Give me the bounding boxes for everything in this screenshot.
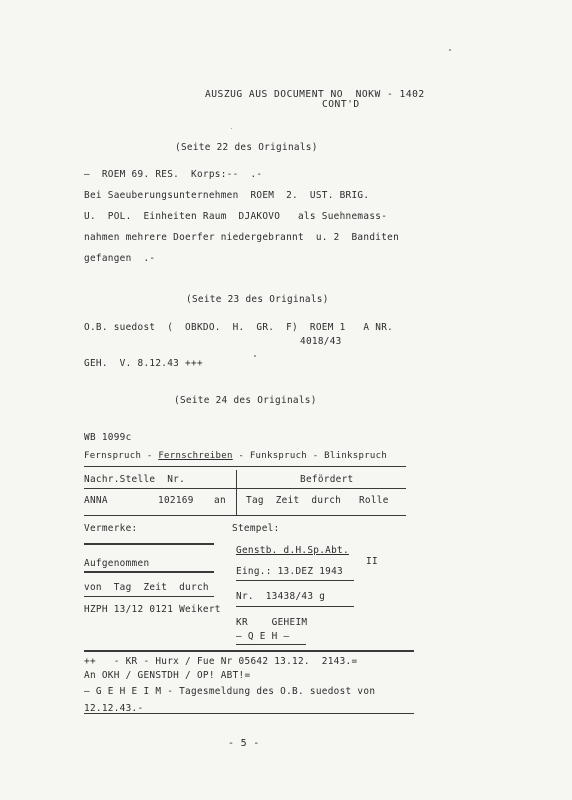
- document-subtitle: CONT'D: [322, 99, 360, 110]
- divider: [84, 571, 214, 573]
- page-number: - 5 -: [228, 738, 260, 749]
- divider: [84, 650, 414, 652]
- channel-options: [84, 451, 387, 462]
- stamp-roman: II: [366, 556, 378, 567]
- stamp-line-eing: Eing.: 13.DEZ 1943: [236, 566, 343, 577]
- table-header-station: Nachr.Stelle Nr.: [84, 474, 186, 485]
- table-cell-befordert-cols: Tag Zeit durch Rolle: [246, 495, 389, 506]
- aufgenommen-label: Aufgenommen: [84, 558, 150, 569]
- section1-line: nahmen mehrere Doerfer niedergebrannt u. 2 Banditen: [84, 232, 400, 243]
- von-tag-label: von Tag Zeit durch: [84, 582, 209, 593]
- stempel-label: Stempel:: [232, 523, 280, 534]
- channel-fernschreiben: Fernschreiben: [158, 451, 233, 461]
- section1-line: U. POL. Einheiten Raum DJAKOVO als Suehnemass-: [84, 211, 388, 222]
- table-cell-number: 102169: [158, 495, 194, 506]
- channel-others: - Funkspruch - Blinkspruch: [232, 451, 388, 461]
- section3-heading: (Seite 24 des Originals): [174, 395, 317, 406]
- section1-line: — ROEM 69. RES. Korps:-- .-: [84, 169, 263, 180]
- section2-heading: (Seite 23 des Originals): [186, 294, 329, 305]
- stamp-line-nr: Nr. 13438/43 g: [236, 591, 326, 602]
- section1-line: Bei Saeuberungsunternehmen ROEM 2. UST. BRIG.: [84, 190, 370, 201]
- kr-geheim: KR GEHEIM: [236, 617, 308, 628]
- divider: [84, 543, 214, 545]
- divider: [236, 644, 306, 645]
- section1-line: gefangen .-: [84, 253, 156, 264]
- section2-line: O.B. suedost ( OBKDO. H. GR. F) ROEM 1 A NR.: [84, 322, 394, 333]
- paper-speck: [449, 49, 451, 51]
- divider: [84, 596, 214, 597]
- footer-line: — G E H E I M - Tagesmeldung des O.B. suedost von: [84, 686, 376, 697]
- hzph-entry: HZPH 13/12 0121 Weikert: [84, 604, 221, 615]
- footer-line: ++ - KR - Hurx / Fue Nr 05642 13.12. 2143.=: [84, 656, 358, 667]
- divider: [236, 580, 354, 581]
- divider: [84, 515, 406, 516]
- footer-line: 12.12.43.-: [84, 703, 144, 714]
- form-number: WB 1099c: [84, 432, 132, 443]
- stamp-line-genstb: Genstb. d.H.Sp.Abt.: [236, 545, 349, 556]
- footer-line: An OKH / GENSTDH / OP! ABT!=: [84, 670, 251, 681]
- vermerke-label: Vermerke:: [84, 523, 138, 534]
- section2-line: 4018/43: [300, 336, 342, 347]
- paper-speck: [254, 355, 256, 357]
- channel-fernspruch: Fernspruch -: [84, 451, 159, 461]
- divider: [84, 713, 414, 714]
- document-title: AUSZUG AUS DOCUMENT NO NOKW - 1402: [205, 89, 425, 100]
- qeh-mark: — Q E H —: [236, 631, 290, 642]
- paper-speck: [231, 128, 232, 129]
- divider: [236, 470, 237, 516]
- table-cell-station: ANNA: [84, 495, 108, 506]
- table-header-befordert: Befördert: [300, 474, 354, 485]
- table-cell-an: an: [214, 495, 226, 506]
- divider: [84, 488, 406, 489]
- section2-line: GEH. V. 8.12.43 +++: [84, 358, 203, 369]
- section1-heading: (Seite 22 des Originals): [175, 142, 318, 153]
- divider: [84, 466, 406, 467]
- divider: [236, 606, 354, 607]
